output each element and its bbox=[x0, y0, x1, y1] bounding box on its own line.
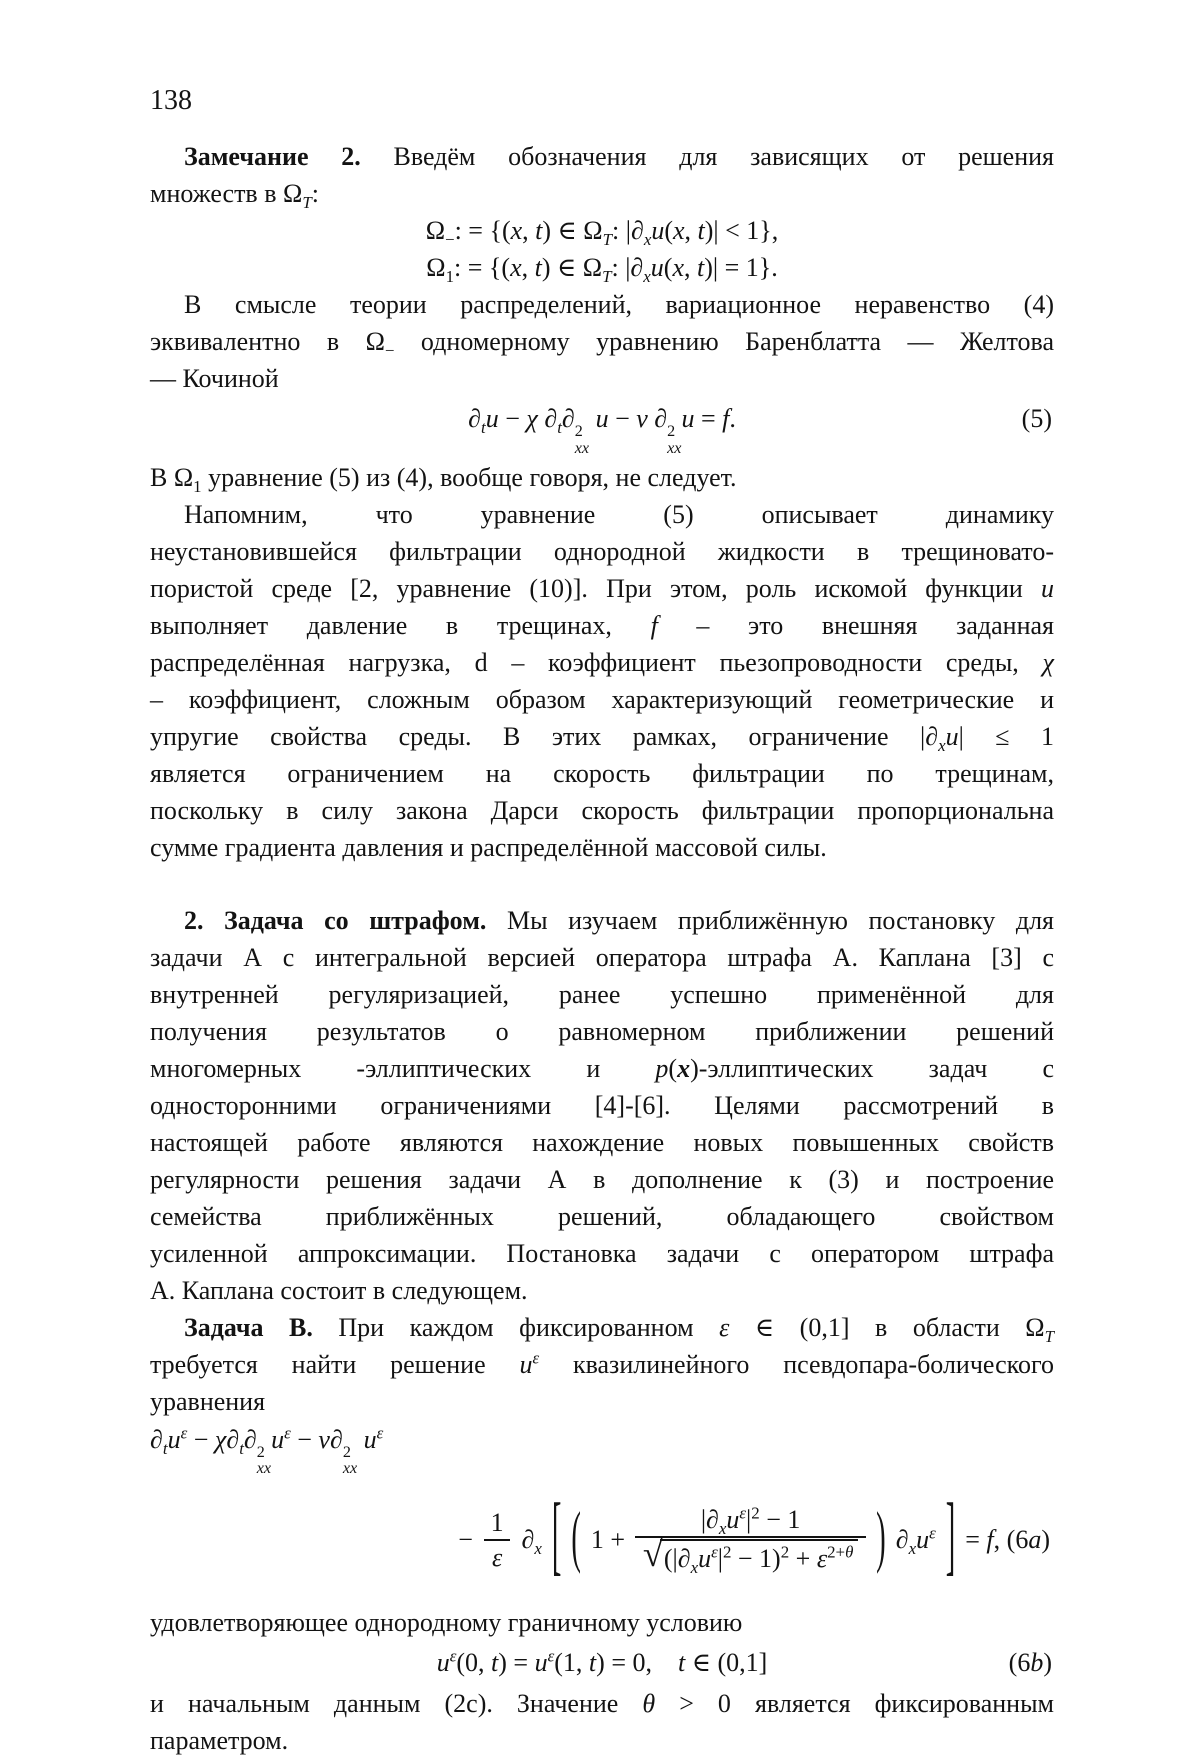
equation-6a-line2 bbox=[150, 1478, 1054, 1604]
right-bracket: ] bbox=[945, 1489, 956, 1586]
text-line: сумме градиента давления и распределённой массовой силы. bbox=[150, 832, 827, 862]
equation-5-body: $\partial_tu - \chi$ $\partial_t\partial$ 2 xx u − ν ∂ 2 xx u = f. bbox=[468, 404, 736, 457]
problem-heading-line: Задача В. При каждом фиксированном ε ∈ (0,1] в области $\Omega_T$ bbox=[184, 1312, 1054, 1346]
text-line: распределённая нагрузка, d – коэффициент пьезопроводности среды, χ bbox=[150, 647, 1054, 677]
text-line: В смысле теории распределений, вариационное неравенство (4) bbox=[184, 290, 1054, 319]
text-line: пористой среде [2, уравнение (10)]. При этом, роль искомой функции u bbox=[150, 573, 1054, 603]
distribution-paragraph bbox=[150, 286, 1054, 397]
text-line: Напомним, что уравнение (5) описывает динамику bbox=[184, 499, 1054, 529]
eq-omega-one: $\Omega_1$: = {(x, t) ∈ $\Omega_T$: $|\partial_xu(x$, t)| = 1}. bbox=[426, 253, 778, 287]
text-line: настоящей работе являются нахождение новых повышенных свойств bbox=[150, 1127, 1054, 1157]
radical-sign: √ bbox=[642, 1534, 663, 1575]
text-line: уравнения bbox=[150, 1386, 266, 1416]
text-line: А. Каплана состоит в следующем. bbox=[150, 1275, 528, 1305]
text-line: упругие свойства среды. В этих рамках, ограничение $|\partial_xu| \le 1$ bbox=[150, 721, 1055, 755]
text-line: — Кочиной bbox=[150, 364, 279, 393]
section-2-paragraph bbox=[150, 902, 1054, 1309]
text-line: поскольку в силу закона Дарси скорость фильтрации пропорциональна bbox=[150, 795, 1054, 825]
boundary-condition-paragraph bbox=[150, 1604, 1054, 1641]
text-line: эквивалентно в $\Omega_-$ одномерному уравнению Баренблатта — Желтова bbox=[150, 327, 1054, 361]
minus-sign: − bbox=[458, 1525, 473, 1555]
omega1-note-paragraph bbox=[150, 459, 1054, 496]
equation-5-number: (5) bbox=[1021, 404, 1052, 433]
text-line: удовлетворяющее однородному граничному условию bbox=[150, 1608, 743, 1638]
text-line: неустановившейся фильтрации однородной жидкости в трещиновато- bbox=[150, 536, 1054, 566]
sqrt-radical: √ $(|\partial_xu^\varepsilon|^2 - 1)^2 + \varepsilon^{2+\theta}$ bbox=[643, 1539, 859, 1575]
problem-b-paragraph bbox=[150, 1309, 1054, 1420]
text-line: Замечание 2. Введём обозначения для зависящих от решения bbox=[184, 142, 1054, 171]
one-plus-term: 1 + bbox=[590, 1525, 626, 1555]
equation-6a-line1: $\partial_tu^\varepsilon - \chi\partial_t\partial$ 2 xx $u^\varepsilon - \nu\partial$ 2 xx $u^\varepsilon$ bbox=[150, 1423, 384, 1478]
recall-paragraph bbox=[150, 496, 1054, 866]
penalty-fraction: $|\partial_xu^\varepsilon|^2 - 1$ √ $(|\partial_xu^\varepsilon|^2 - 1)^2 + \varepsilon^{2+\theta}$ bbox=[635, 1504, 866, 1576]
partial-x-operator: $\partial_x$ bbox=[521, 1525, 542, 1559]
text-line: многомерных -эллиптических и p(x)-эллиптических задач с bbox=[150, 1053, 1054, 1083]
partial-x-u-term: $\partial_xu^\varepsilon$ bbox=[895, 1523, 936, 1559]
page-number: 138 bbox=[150, 85, 192, 116]
final-paragraph bbox=[150, 1685, 1054, 1759]
text-line: усиленной аппроксимации. Постановка задачи с оператором штрафа bbox=[150, 1238, 1054, 1268]
equation-6b-number: (6b) bbox=[1008, 1648, 1052, 1678]
equals-f-term: = f, (6a) bbox=[965, 1525, 1050, 1555]
left-bracket: [ bbox=[551, 1489, 562, 1586]
section-heading-line: 2. Задача со штрафом. Мы изучаем приближённую постановку для bbox=[184, 905, 1054, 935]
remark-paragraph bbox=[150, 138, 1054, 212]
text-line: В $\Omega_1$ уравнение (5) из (4), вообще говоря, не следует. bbox=[150, 462, 737, 496]
text-line: семейства приближённых решений, обладающего свойством bbox=[150, 1201, 1054, 1231]
equation-6b-body: $u^\varepsilon(0$, $t) = u^\varepsilon(1$, t) = 0, t ∈ (0,1] bbox=[436, 1646, 768, 1678]
equation-5 bbox=[150, 398, 1054, 458]
eq-omega-minus: $\Omega_-$: = {(x, t) ∈ $\Omega_T$: $|\partial_xu(x$, t)| < 1}, bbox=[425, 216, 779, 250]
text-line: множеств в $\Omega_T$: bbox=[150, 179, 319, 213]
text-line: регулярности решения задачи А в дополнение к (3) и построение bbox=[150, 1164, 1054, 1194]
text-line: является ограничением на скорость фильтрации по трещинам, bbox=[150, 758, 1054, 788]
right-paren: ) bbox=[876, 1501, 886, 1576]
text-line: внутренней регуляризацией, ранее успешно применённой для bbox=[150, 979, 1054, 1009]
text-line: односторонними ограничениями [4]-[6]. Целями рассмотрений в bbox=[150, 1090, 1054, 1120]
equation-6b bbox=[150, 1642, 1054, 1684]
text-line: – коэффициент, сложным образом характеризующий геометрические и bbox=[150, 684, 1054, 714]
text-line: задачи А с интегральной версией оператора штрафа А. Каплана [3] с bbox=[150, 942, 1054, 972]
text-line: параметром. bbox=[150, 1726, 289, 1756]
set-definition-equations bbox=[150, 212, 1054, 286]
fraction-one-over-epsilon: $\frac{1}{\varepsilon}$ bbox=[483, 1507, 512, 1573]
equation-6a bbox=[150, 1420, 1054, 1605]
left-paren: ( bbox=[571, 1501, 581, 1576]
text-line: требуется найти решение $u^\varepsilon$ квазилинейного псевдопара-болического bbox=[150, 1348, 1054, 1379]
text-line: получения результатов о равномерном приближении решений bbox=[150, 1016, 1054, 1046]
text-line: выполняет давление в трещинах, f – это внешняя заданная bbox=[150, 610, 1054, 640]
text-line: и начальным данным (2c). Значение θ > 0 является фиксированным bbox=[150, 1689, 1054, 1719]
